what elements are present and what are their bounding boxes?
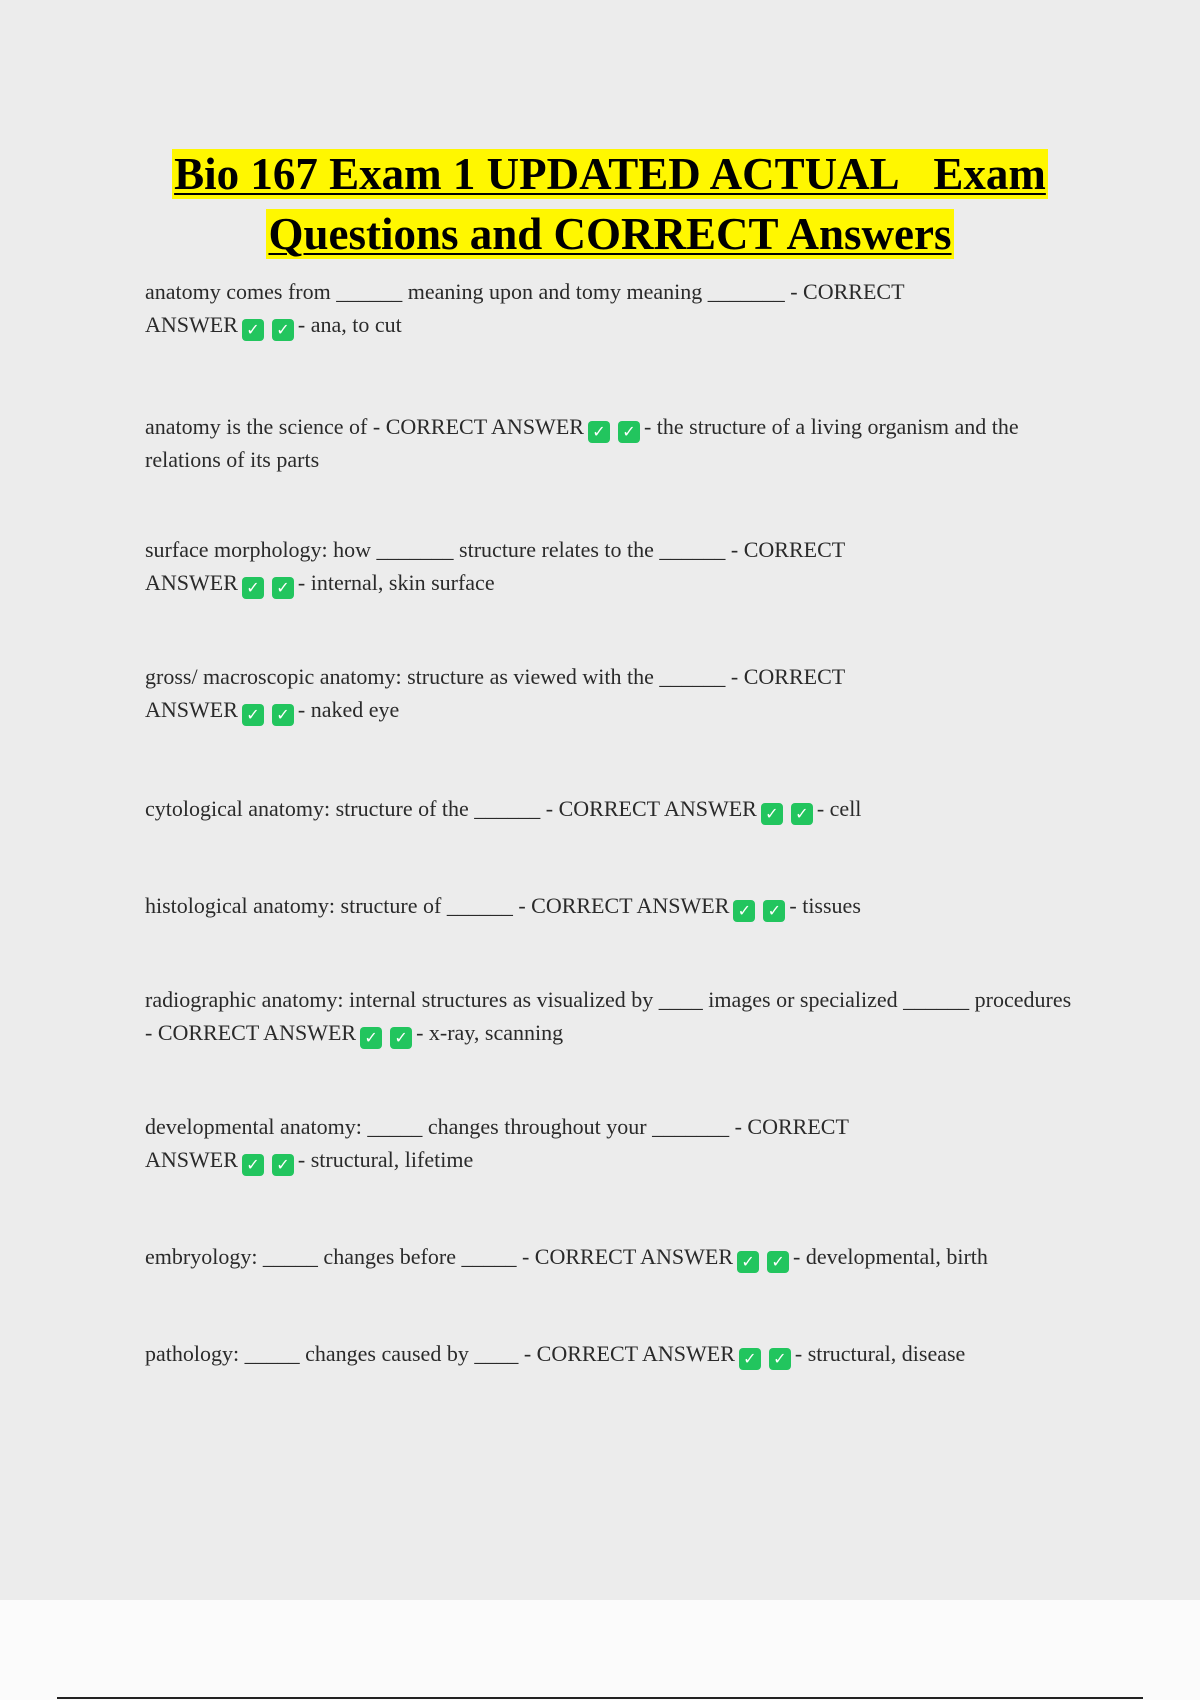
checkmark-box-icon: ✓ [390,1027,412,1049]
answer-text: - developmental, birth [793,1244,988,1269]
checkmark-box-icon: ✓ [618,421,640,443]
answer-text: - internal, skin surface [297,570,495,595]
qa-item [145,1110,935,1176]
checkmark-box-icon: ✓ [272,577,294,599]
question-text: cytological anatomy: structure of the ______ - CORRECT ANSWER [145,796,757,821]
question-text: anatomy is the science of - CORRECT ANSWER [145,414,584,439]
checkmark-box-icon: ✓ [769,1348,791,1370]
checkmark-box-icon: ✓ [767,1251,789,1273]
checkmark-box-icon: ✓ [272,319,294,341]
checkmark-box-icon: ✓ [242,319,264,341]
checkmark-box-icon: ✓ [360,1027,382,1049]
qa-item [145,889,1090,922]
question-text: pathology: _____ changes caused by ____ - CORRECT ANSWER [145,1341,735,1366]
qa-item [145,1240,1090,1273]
answer-text: - naked eye [297,697,400,722]
answer-text: - ana, to cut [297,312,402,337]
qa-item [145,410,1090,476]
checkmark-box-icon: ✓ [242,1154,264,1176]
checkmark-box-icon: ✓ [763,900,785,922]
answer-text: - the structure of a living organism and the relations of its parts [145,414,1019,472]
question-text: developmental anatomy: _____ changes throughout your _______ - CORRECT ANSWER [145,1114,849,1172]
qa-item [145,1337,1090,1370]
checkmark-box-icon: ✓ [761,803,783,825]
question-text: anatomy comes from ______ meaning upon and tomy meaning _______ - CORRECT ANSWER [145,279,905,337]
question-text: gross/ macroscopic anatomy: structure as viewed with the ______ - CORRECT ANSWER [145,664,845,722]
page-footer-area [0,1600,1200,1700]
qa-item [145,983,1075,1049]
checkmark-box-icon: ✓ [733,900,755,922]
checkmark-box-icon: ✓ [739,1348,761,1370]
answer-text: - structural, lifetime [297,1147,474,1172]
checkmark-box-icon: ✓ [242,704,264,726]
question-text: surface morphology: how _______ structure relates to the ______ - CORRECT ANSWER [145,537,845,595]
answer-text: - x-ray, scanning [416,1020,564,1045]
page-title [130,144,1090,264]
question-text: radiographic anatomy: internal structures as visualized by ____ images or specialized ______ procedures - CORRECT ANSWER [145,987,1072,1045]
question-text: embryology: _____ changes before _____ - CORRECT ANSWER [145,1244,734,1269]
qa-item [145,533,935,599]
title-text: Bio 167 Exam 1 UPDATED ACTUAL Exam Questions and CORRECT Answers [174,149,1046,259]
checkmark-box-icon: ✓ [272,1154,294,1176]
checkmark-box-icon: ✓ [791,803,813,825]
checkmark-box-icon: ✓ [737,1251,759,1273]
answer-text: - tissues [789,893,861,918]
qa-item [145,792,1090,825]
checkmark-box-icon: ✓ [588,421,610,443]
footer-divider [57,1697,1143,1699]
qa-item [145,275,995,341]
checkmark-box-icon: ✓ [272,704,294,726]
checkmark-box-icon: ✓ [242,577,264,599]
qa-item [145,660,935,726]
question-text: histological anatomy: structure of ______ - CORRECT ANSWER [145,893,730,918]
answer-text: - cell [816,796,862,821]
answer-text: - structural, disease [794,1341,966,1366]
